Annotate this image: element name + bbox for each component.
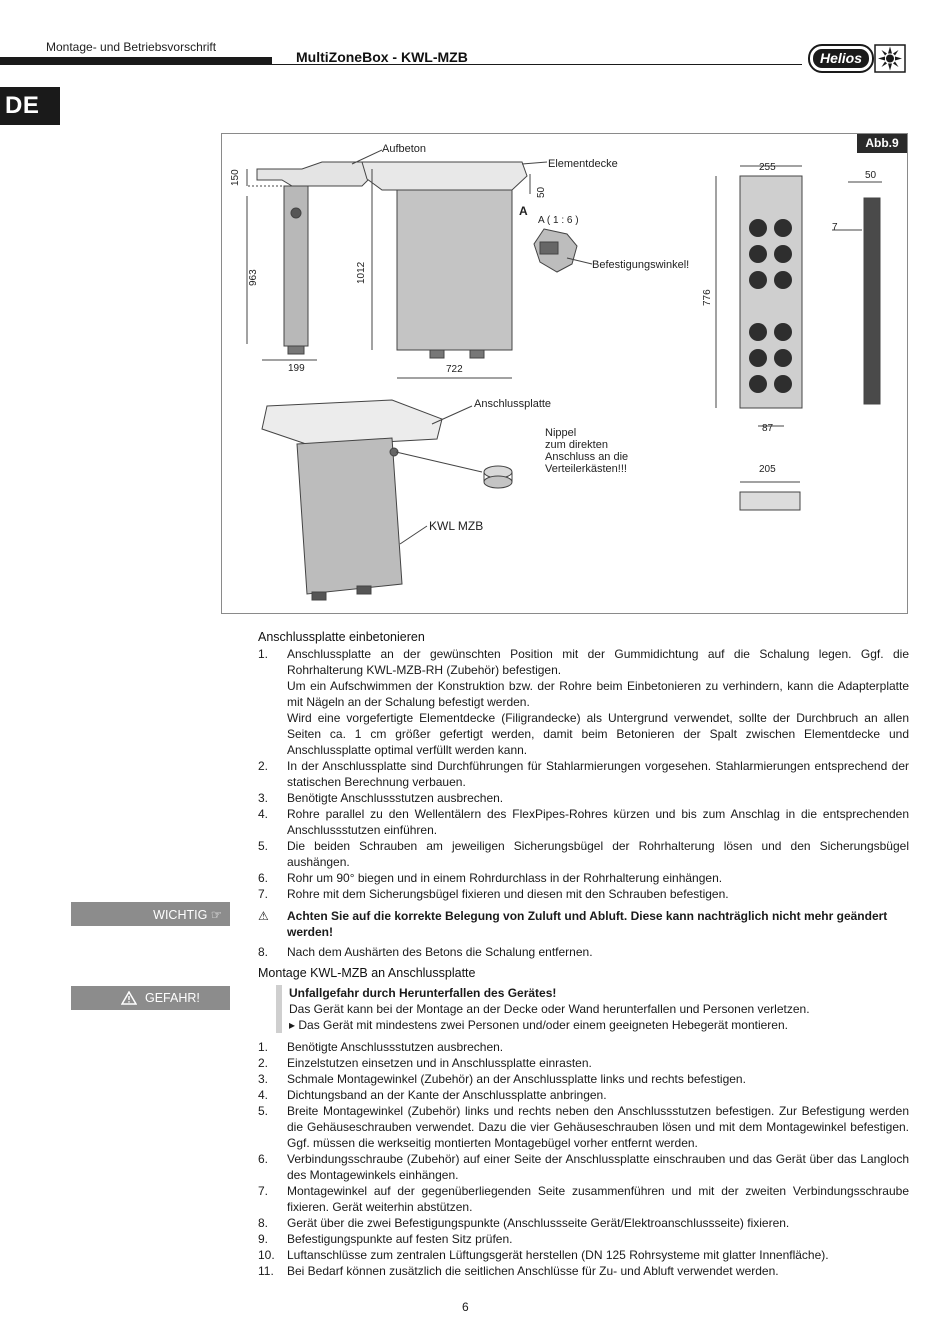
item-text: Rohre parallel zu den Wellentälern des FlexPipes-Rohres kürzen und bis zum Anschlag in die entsprechenden Anschlussstutzen einführen.: [287, 807, 909, 837]
product-title: MultiZoneBox - KWL-MZB: [296, 49, 468, 65]
item-text: Die beiden Schrauben am jeweiligen Sicherungsbügel der Rohrhalterung lösen und den Sicherungsbügel aushängen.: [287, 839, 909, 869]
list-item: [258, 1231, 909, 1247]
item-number: 3.: [258, 1072, 269, 1086]
item-number: 7.: [258, 887, 269, 901]
item-text: Nach dem Aushärten des Betons die Schalung entfernen.: [287, 945, 593, 959]
item-text: Dichtungsband an der Kante der Anschlussplatte anbringen.: [287, 1088, 607, 1102]
item-number: 1.: [258, 647, 269, 661]
technical-drawing: [222, 134, 908, 614]
item-number: 4.: [258, 807, 269, 821]
item-number: 10.: [258, 1248, 275, 1262]
item-text: Montagewinkel auf der gegenüberliegenden Seite zusammenführen und mit der zweiten Verbindungsschraube fixieren. Gerät weiterhin abstützen.: [287, 1184, 909, 1214]
item-number: 5.: [258, 839, 269, 853]
item-number: 6.: [258, 871, 269, 885]
list-item: [258, 1215, 909, 1231]
language-tab: DE: [0, 87, 60, 125]
label-elementdecke: Elementdecke: [548, 158, 618, 170]
figure-tag: Abb.9: [857, 134, 907, 153]
note-paragraph: Wird eine vorgefertigte Elementdecke (Filigrandecke) als Untergrund verwendet, sollte der Durchbruch an allen Seiten ca. 1 cm größer gefertigt werden, damit beim Betonieren der Spalt zwischen Elementdecke und Anschlussplatte optimal verfüllt werden kann.: [287, 711, 909, 757]
label-befestigungswinkel: Befestigungswinkel!: [592, 259, 690, 271]
list-item: [258, 1263, 909, 1279]
dim-50-a: 50: [536, 186, 547, 198]
header-bar: [0, 57, 272, 65]
list-item: [258, 1055, 909, 1071]
dim-1012: 1012: [356, 261, 367, 284]
list-item: [258, 1087, 909, 1103]
item-number: 11.: [258, 1264, 274, 1278]
dim-255: 255: [759, 162, 776, 173]
item-text: Verbindungsschraube (Zubehör) auf einer Seite der Anschlussplatte einschrauben und das Gerät über das Langloch des Montagewinkels einhängen.: [287, 1152, 909, 1182]
item-text: Luftanschlüsse zum zentralen Lüftungsgerät herstellen (DN 125 Rohrsysteme mit glatter Innenfläche).: [287, 1248, 829, 1262]
item-text: Bei Bedarf können zusätzlich die seitlichen Anschlüsse für Zu- und Abluft verwendet werden.: [287, 1264, 779, 1278]
item-number: 5.: [258, 1104, 269, 1118]
warning-triangle-icon: [121, 991, 137, 1008]
item-number: 8.: [258, 1216, 269, 1230]
list-item: [258, 1103, 909, 1151]
list-item: [258, 790, 909, 806]
danger-action: ▸ Das Gerät mit mindestens zwei Personen und/oder einem geeigneten Hebegerät montieren.: [289, 1018, 788, 1032]
list-item: [258, 838, 909, 870]
important-text: Achten Sie auf die korrekte Belegung von Zuluft und Abluft. Diese kann nachträglich nicht mehr geändert werden!: [287, 909, 888, 939]
item-number: 2.: [258, 759, 269, 773]
item-number: 2.: [258, 1056, 269, 1070]
item-number: 6.: [258, 1152, 269, 1166]
item-number: 7.: [258, 1184, 269, 1198]
list-item: [258, 1039, 909, 1055]
note-paragraph: Um ein Aufschwimmen der Konstruktion bzw. der Rohre beim Einbetonieren zu verhindern, kann die Adapterplatte mit Nägeln an der Schalung befestigt werden.: [287, 679, 909, 709]
item-number: 4.: [258, 1088, 269, 1102]
dim-205: 205: [759, 464, 776, 475]
dim-776: 776: [702, 289, 713, 306]
item-text: Breite Montagewinkel (Zubehör) links und rechts neben den Anschlussstutzen befestigen. Zur Befestigung werden die Gehäuseschrauben verwendet. Dazu die vier Gehäuseschrauben lösen und mit dem Montagewinkel befestigen. Ggf. müssen die werkseitig montierten Montagebügel vorher entfernt werden.: [287, 1104, 909, 1150]
section2-title: Montage KWL-MZB an Anschlussplatte: [258, 966, 476, 980]
item-number: 1.: [258, 1040, 269, 1054]
danger-title: Unfallgefahr durch Herunterfallen des Gerätes!: [289, 986, 557, 1000]
item-text: In der Anschlussplatte sind Durchführungen für Stahlarmierungen vorgesehen. Stahlarmierungen entsprechend der statischen Berechnung verbauen.: [287, 759, 909, 789]
label-detail-scale: A ( 1 : 6 ): [538, 215, 579, 226]
list-item: [258, 944, 909, 960]
section1-title: Anschlussplatte einbetonieren: [258, 630, 425, 644]
list-item: [258, 806, 909, 838]
figure-abb9: [221, 133, 908, 614]
dim-7: 7: [832, 222, 838, 233]
item-text: Rohre mit dem Sicherungsbügel fixieren und diesen mit den Schrauben befestigen.: [287, 887, 729, 901]
label-aufbeton: Aufbeton: [382, 143, 427, 155]
list-item: [258, 870, 909, 886]
item-text: Rohr um 90° biegen und in einem Rohrdurchlass in der Rohrhalterung einhängen.: [287, 871, 723, 885]
danger-description: Das Gerät kann bei der Montage an der Decke oder Wand herunterfallen und Personen verletzen.: [289, 1002, 810, 1016]
item-text: Anschlussplatte an der gewünschten Position mit der Gummidichtung auf die Schalung legen. Ggf. die Rohrhalterung KWL-MZB-RH (Zubehör) befestigen.: [287, 647, 909, 677]
dim-150: 150: [230, 169, 241, 186]
dim-963: 963: [248, 269, 259, 286]
warning-icon: ⚠: [258, 909, 269, 923]
label-anschlussplatte: Anschlussplatte: [474, 398, 552, 410]
list-item: [258, 1183, 909, 1215]
instructions: [258, 629, 909, 1279]
wichtig-label: WICHTIG ☞: [71, 902, 230, 926]
item-text: Gerät über die zwei Befestigungspunkte (Anschlussseite Gerät/Elektroanschlussseite) fixieren.: [287, 1216, 790, 1230]
list-item: [258, 1247, 909, 1263]
list-item: [258, 646, 909, 678]
item-text: Einzelstutzen einsetzen und in Anschlussplatte einrasten.: [287, 1056, 592, 1070]
label-detail-a: A: [519, 204, 528, 218]
item-text: Schmale Montagewinkel (Zubehör) an der Anschlussplatte links und rechts befestigen.: [287, 1072, 746, 1086]
danger-box: [276, 985, 909, 1033]
helios-logo: [808, 43, 908, 74]
logo-text: Helios: [819, 50, 863, 66]
item-number: 9.: [258, 1232, 269, 1246]
list-item: [258, 1151, 909, 1183]
dim-50-b: 50: [865, 170, 877, 181]
label-nippel: Nippel zum direkten Anschluss an die Verteilerkästen!!!: [545, 427, 629, 475]
dim-722: 722: [446, 364, 463, 375]
list-item: [258, 758, 909, 790]
page-number: 6: [462, 1300, 469, 1314]
gefahr-label: [71, 986, 230, 1010]
item-number: 3.: [258, 791, 269, 805]
gefahr-text: GEFAHR!: [145, 991, 200, 1005]
important-note: [258, 908, 909, 940]
label-kwl-mzb: KWL MZB: [429, 519, 484, 533]
document-type: Montage- und Betriebsvorschrift: [46, 40, 217, 54]
item-text: Benötigte Anschlussstutzen ausbrechen.: [287, 791, 504, 805]
list-item: [258, 1071, 909, 1087]
dim-199: 199: [288, 363, 305, 374]
dim-87: 87: [762, 423, 774, 434]
item-text: Benötigte Anschlussstutzen ausbrechen.: [287, 1040, 504, 1054]
item-text: Befestigungspunkte auf festen Sitz prüfen.: [287, 1232, 513, 1246]
list-item: [258, 886, 909, 902]
item-number: 8.: [258, 945, 269, 959]
